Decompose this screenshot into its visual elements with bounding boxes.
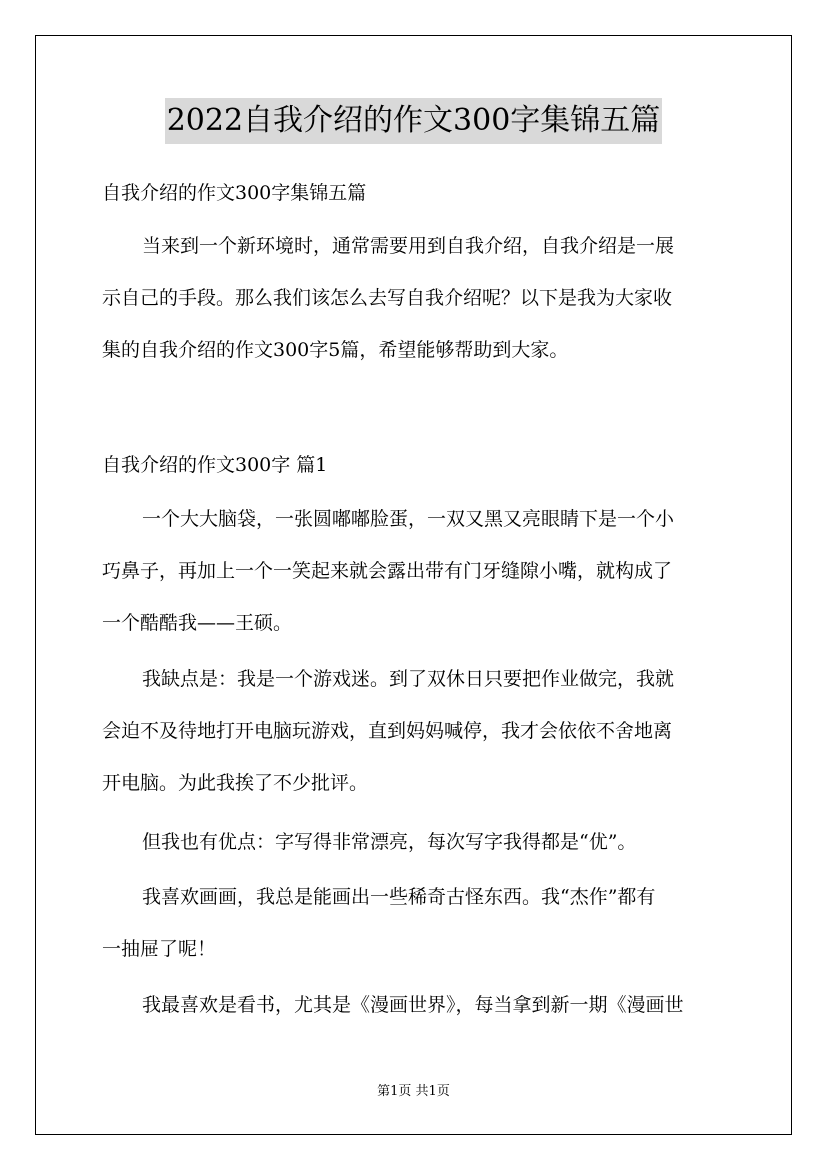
para2-line-1: 我缺点是：我是一个游戏迷。到了双休日只要把作业做完，我就 <box>142 668 675 690</box>
para1-line-1: 一个大大脑袋，一张圆嘟嘟脸蛋，一双又黑又亮眼睛下是一个小 <box>142 508 675 530</box>
para2-line-2: 会迫不及待地打开电脑玩游戏，直到妈妈喊停，我才会依依不舍地离 <box>102 720 673 742</box>
intro-line-2: 示自己的手段。那么我们该怎么去写自我介绍呢？以下是我为大家收 <box>102 287 673 309</box>
title-container <box>0 98 827 144</box>
para4-line-1: 我喜欢画画，我总是能画出一些稀奇古怪东西。我“杰作”都有 <box>142 886 656 908</box>
intro-line-1: 当来到一个新环境时，通常需要用到自我介绍，自我介绍是一展 <box>142 235 675 257</box>
intro-line-3: 集的自我介绍的作文300字5篇，希望能够帮助到大家。 <box>102 339 569 361</box>
para5-line-1: 我最喜欢是看书，尤其是《漫画世界》，每当拿到新一期《漫画世 <box>142 994 684 1016</box>
page-footer: 第1页 共1页 <box>377 1084 450 1099</box>
para1-line-2: 巧鼻子，再加上一个一笑起来就会露出带有门牙缝隙小嘴，就构成了 <box>102 560 673 582</box>
document-title: 2022自我介绍的作文300字集锦五篇 <box>165 98 663 144</box>
subtitle: 自我介绍的作文300字集锦五篇 <box>102 182 367 204</box>
para1-line-3: 一个酷酷我——王硕。 <box>102 612 293 634</box>
para3-line-1: 但我也有优点：字写得非常漂亮，每次写字我得都是“优”。 <box>142 831 637 853</box>
section-heading: 自我介绍的作文300字 篇1 <box>102 454 328 476</box>
para2-line-3: 开电脑。为此我挨了不少批评。 <box>102 772 369 794</box>
para4-line-2: 一抽屉了呢！ <box>102 938 217 960</box>
